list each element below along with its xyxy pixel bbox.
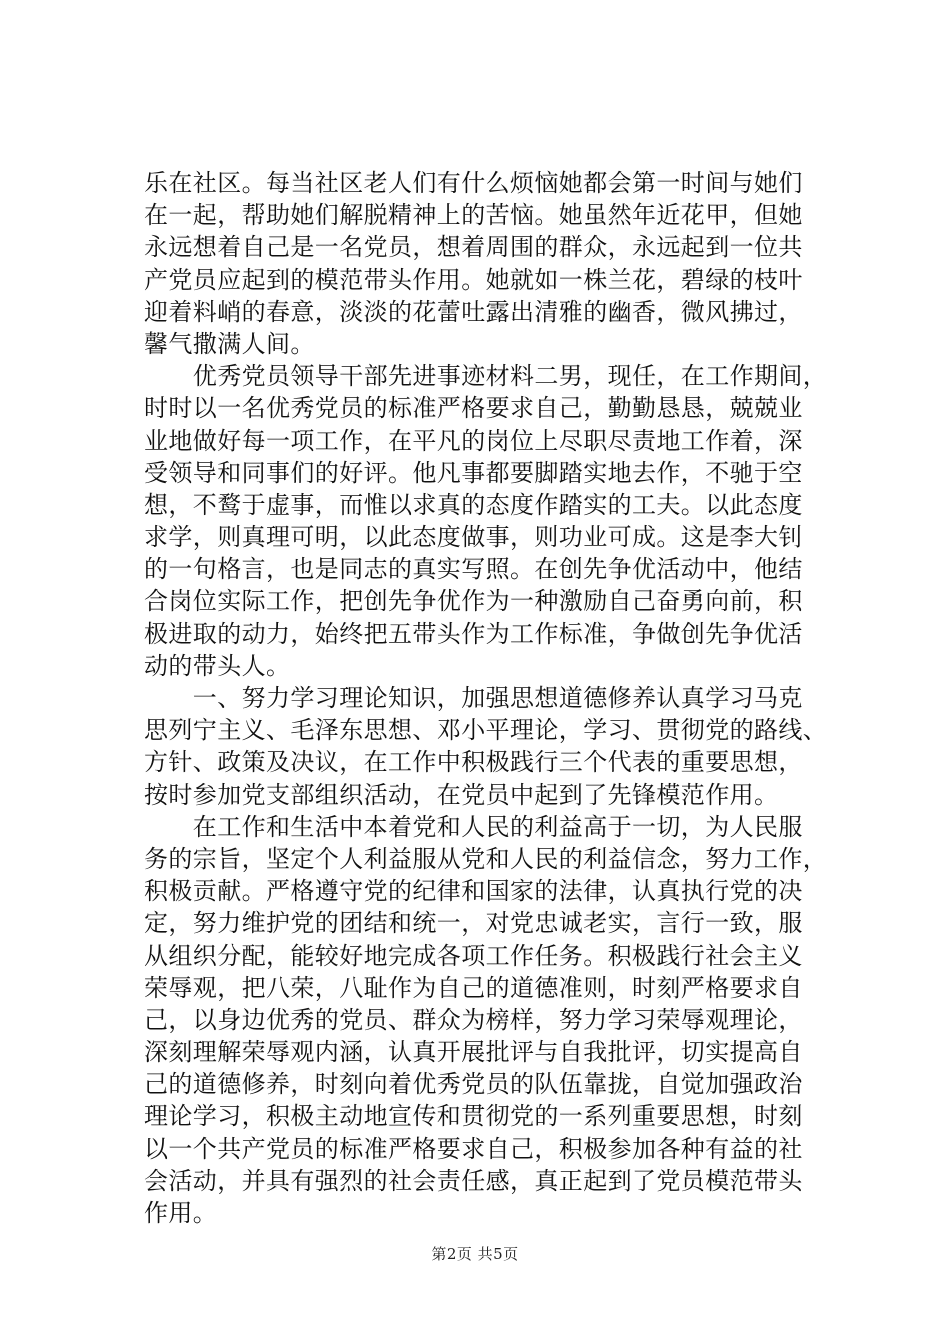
text-line: 动的带头人。 <box>144 651 291 680</box>
text-line: 荣辱观，把八荣，八耻作为自己的道德准则，时刻严格要求自 <box>144 973 803 1002</box>
text-line: 按时参加党支部组织活动，在党员中起到了先锋模范作用。 <box>144 780 779 809</box>
text-line: 方针、政策及决议，在工作中积极践行三个代表的重要思想， <box>144 748 803 777</box>
text-line: 业地做好每一项工作，在平凡的岗位上尽职尽责地工作着，深 <box>144 426 803 455</box>
text-line: 馨气撒满人间。 <box>144 329 315 358</box>
text-line: 从组织分配，能较好地完成各项工作任务。积极践行社会主义 <box>144 941 803 970</box>
text-line: 求学，则真理可明，以此态度做事，则功业可成。这是李大钊 <box>144 523 803 552</box>
text-line: 一、努力学习理论知识，加强思想道德修养认真学习马克 <box>144 684 803 712</box>
text-line: 想，不鹜于虚事，而惟以求真的态度作踏实的工夫。以此态度 <box>144 490 803 519</box>
text-line: 乐在社区。每当社区老人们有什么烦恼她都会第一时间与她们 <box>144 169 803 197</box>
text-line: 会活动，并具有强烈的社会责任感，真正起到了党员模范带头 <box>144 1166 803 1195</box>
text-line: 思列宁主义、毛泽东思想、邓小平理论，学习、贯彻党的路线、 <box>144 716 828 745</box>
text-line: 理论学习，积极主动地宣传和贯彻党的一系列重要思想，时刻 <box>144 1102 803 1131</box>
text-line: 永远想着自己是一名党员，想着周围的群众，永远起到一位共 <box>144 233 803 262</box>
text-line: 作用。 <box>144 1199 218 1227</box>
text-line: 在一起，帮助她们解脱精神上的苦恼。她虽然年近花甲，但她 <box>144 201 803 230</box>
text-line: 迎着料峭的春意，淡淡的花蕾吐露出清雅的幽香，微风拂过， <box>144 297 803 326</box>
text-line: 务的宗旨，坚定个人利益服从党和人民的利益信念，努力工作， <box>144 844 828 873</box>
page-footer: 第2页 共5页 <box>431 1245 519 1263</box>
text-line: 在工作和生活中本着党和人民的利益高于一切，为人民服 <box>144 812 803 841</box>
document-body <box>144 167 828 1229</box>
text-line: 己的道德修养，时刻向着优秀党员的队伍靠拢，自觉加强政治 <box>144 1070 803 1099</box>
text-line: 定，努力维护党的团结和统一，对党忠诚老实，言行一致，服 <box>144 909 803 938</box>
text-line: 积极贡献。严格遵守党的纪律和国家的法律，认真执行党的决 <box>144 877 803 906</box>
text-line: 优秀党员领导干部先进事迹材料二男，现任，在工作期间， <box>144 362 828 391</box>
text-line: 产党员应起到的模范带头作用。她就如一株兰花，碧绿的枝叶 <box>144 265 803 294</box>
text-line: 以一个共产党员的标准严格要求自己，积极参加各种有益的社 <box>144 1134 803 1163</box>
text-line: 己，以身边优秀的党员、群众为榜样，努力学习荣辱观理论， <box>144 1005 803 1034</box>
text-line: 时时以一名优秀党员的标准严格要求自己，勤勤恳恳，兢兢业 <box>144 394 803 423</box>
text-line: 极进取的动力，始终把五带头作为工作标准，争做创先争优活 <box>144 619 803 648</box>
text-line: 受领导和同事们的好评。他凡事都要脚踏实地去作，不驰于空 <box>144 458 803 487</box>
text-line: 的一句格言，也是同志的真实写照。在创先争优活动中，他结 <box>144 555 803 584</box>
text-line: 合岗位实际工作，把创先争优作为一种激励自己奋勇向前，积 <box>144 587 803 616</box>
text-line: 深刻理解荣辱观内涵，认真开展批评与自我批评，切实提高自 <box>144 1038 803 1067</box>
